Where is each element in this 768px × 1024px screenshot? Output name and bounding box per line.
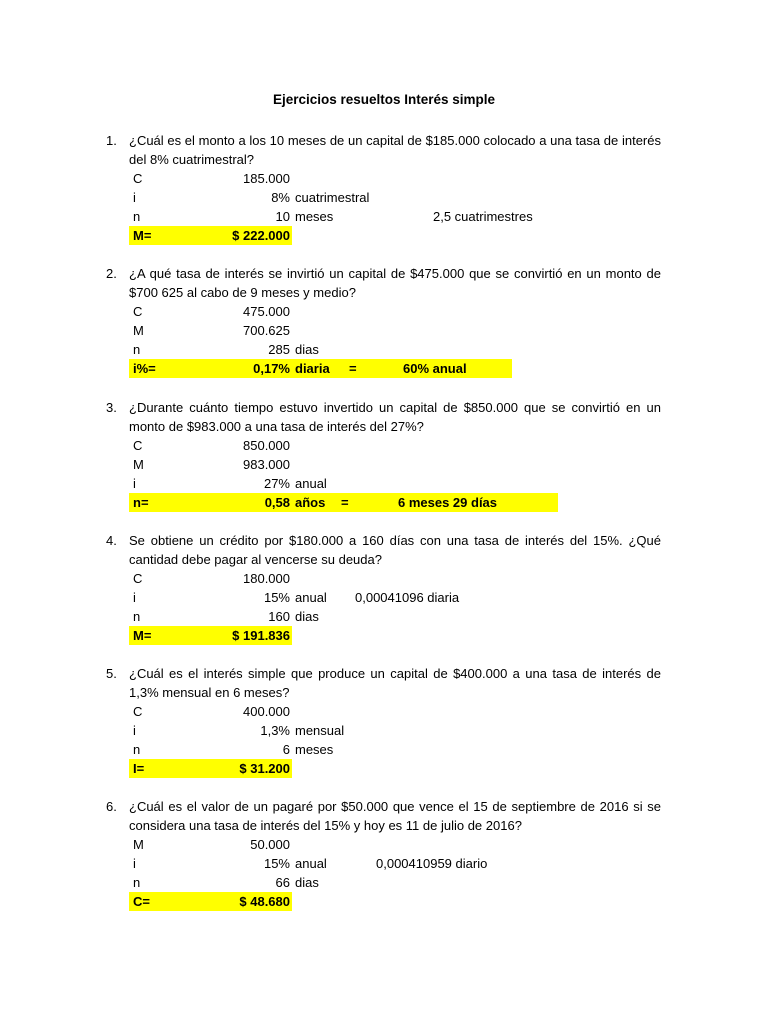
variable-label: n= xyxy=(133,495,149,510)
variable-label: C= xyxy=(133,894,150,909)
conversion-value: 0,00041096 diaria xyxy=(355,590,460,605)
variable-label: i xyxy=(133,590,136,605)
variable-value: 180.000 xyxy=(243,571,290,586)
exercise-question: ¿Durante cuánto tiempo estuvo invertido un capital de $850.000 que se convirtió en un monto de $983.000 a una tasa de interés del 27%? xyxy=(129,400,661,434)
variable-label: M xyxy=(133,323,144,338)
variable-unit: años xyxy=(295,495,326,510)
conversion-value: 2,5 cuatrimestres xyxy=(433,209,533,224)
exercise-number: 1. xyxy=(106,133,117,148)
variable-value: $ 31.200 xyxy=(239,761,290,776)
exercise-number: 4. xyxy=(106,533,117,548)
variable-unit: anual xyxy=(295,856,327,871)
variable-label: C xyxy=(133,438,143,453)
variable-unit: dias xyxy=(295,609,319,624)
variable-unit: cuatrimestral xyxy=(295,190,370,205)
equals-sign: = xyxy=(349,361,357,376)
variable-value: $ 222.000 xyxy=(232,228,290,243)
table-row xyxy=(0,854,768,873)
exercise-question: Se obtiene un crédito por $180.000 a 160 días con una tasa de interés del 15%. ¿Qué cantidad debe pagar al vencerse su deuda? xyxy=(129,533,661,567)
variable-label: i xyxy=(133,476,136,491)
exercise-number: 3. xyxy=(106,400,117,415)
exercise-question: ¿Cuál es el interés simple que produce un capital de $400.000 a una tasa de interés de 1,3% mensual en 6 meses? xyxy=(129,666,661,700)
variable-label: i xyxy=(133,856,136,871)
variable-unit: mensual xyxy=(295,723,345,738)
exercise-question: ¿A qué tasa de interés se invirtió un capital de $475.000 que se convirtió en un monto de $700 625 al cabo de 9 meses y medio? xyxy=(129,266,661,300)
table-row xyxy=(0,873,768,892)
variable-value: 160 xyxy=(268,609,290,624)
table-row xyxy=(0,607,768,626)
table-row xyxy=(0,569,768,588)
exercise-number: 6. xyxy=(106,799,117,814)
variable-value: 700.625 xyxy=(243,323,290,338)
table-row xyxy=(0,340,768,359)
variable-value: 285 xyxy=(268,342,290,357)
variable-label: n xyxy=(133,742,141,757)
variable-unit: meses xyxy=(295,209,334,224)
exercise-number: 5. xyxy=(106,666,117,681)
variable-value: 15% xyxy=(263,590,290,605)
result-row xyxy=(0,226,768,245)
table-row xyxy=(0,207,768,226)
variable-label: C xyxy=(133,304,143,319)
variable-value: 0,58 xyxy=(264,495,290,510)
variable-value: 66 xyxy=(275,875,290,890)
conversion-value: 60% anual xyxy=(403,361,467,376)
variable-value: 6 xyxy=(282,742,290,757)
variable-value: 850.000 xyxy=(243,438,290,453)
exercise-number: 2. xyxy=(106,266,117,281)
table-row xyxy=(0,188,768,207)
variable-unit: meses xyxy=(295,742,334,757)
table-row xyxy=(0,474,768,493)
result-row xyxy=(0,493,768,512)
variable-unit: anual xyxy=(295,590,327,605)
variable-label: i xyxy=(133,723,136,738)
table-row xyxy=(0,740,768,759)
variable-value: 185.000 xyxy=(243,171,290,186)
variable-unit: anual xyxy=(295,476,327,491)
variable-label: M= xyxy=(133,628,152,643)
variable-label: C xyxy=(133,571,143,586)
variable-value: 50.000 xyxy=(250,837,290,852)
result-row xyxy=(0,359,768,378)
variable-unit: dias xyxy=(295,875,319,890)
variable-label: i xyxy=(133,190,136,205)
table-row xyxy=(0,321,768,340)
table-row xyxy=(0,455,768,474)
table-row xyxy=(0,721,768,740)
variable-value: $ 48.680 xyxy=(239,894,290,909)
variable-label: I= xyxy=(133,761,145,776)
variable-label: n xyxy=(133,609,141,624)
variable-unit: diaria xyxy=(295,361,330,376)
variable-value: 475.000 xyxy=(243,304,290,319)
variable-label: C xyxy=(133,704,143,719)
variable-label: M xyxy=(133,457,144,472)
variable-value: 400.000 xyxy=(243,704,290,719)
page-title: Ejercicios resueltos Interés simple xyxy=(272,92,496,107)
variable-value: 10 xyxy=(275,209,290,224)
exercise-question: ¿Cuál es el valor de un pagaré por $50.000 que vence el 15 de septiembre de 2016 si se considera una tasa de interés del 15% y hoy es 11 de julio de 2016? xyxy=(129,799,661,833)
table-row xyxy=(0,835,768,854)
result-row xyxy=(0,892,768,911)
result-row xyxy=(0,759,768,778)
variable-value: 27% xyxy=(263,476,290,491)
variable-label: n xyxy=(133,875,141,890)
variable-label: M= xyxy=(133,228,152,243)
conversion-value: 0,000410959 diario xyxy=(376,856,488,871)
variable-label: i%= xyxy=(133,361,156,376)
table-row xyxy=(0,588,768,607)
variable-value: 8% xyxy=(271,190,290,205)
result-row xyxy=(0,626,768,645)
variable-label: n xyxy=(133,342,141,357)
equals-sign: = xyxy=(341,495,349,510)
variable-value: 0,17% xyxy=(253,361,290,376)
conversion-value: 6 meses 29 días xyxy=(398,495,498,510)
variable-unit: dias xyxy=(295,342,319,357)
variable-label: n xyxy=(133,209,141,224)
variable-value: 15% xyxy=(263,856,290,871)
variable-label: C xyxy=(133,171,143,186)
table-row xyxy=(0,169,768,188)
variable-value: 983.000 xyxy=(243,457,290,472)
table-row xyxy=(0,702,768,721)
variable-label: M xyxy=(133,837,144,852)
exercise-question: ¿Cuál es el monto a los 10 meses de un capital de $185.000 colocado a una tasa de interés del 8% cuatrimestral? xyxy=(129,133,661,167)
table-row xyxy=(0,302,768,321)
table-row xyxy=(0,436,768,455)
variable-value: $ 191.836 xyxy=(232,628,290,643)
variable-value: 1,3% xyxy=(260,723,290,738)
